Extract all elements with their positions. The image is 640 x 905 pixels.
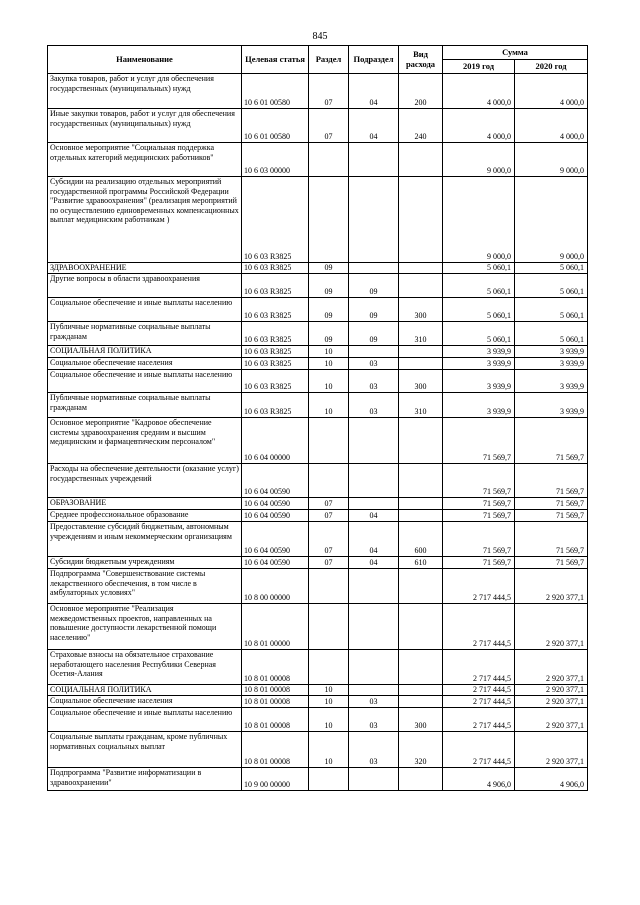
cell-expense-type	[399, 768, 443, 791]
cell-name: СОЦИАЛЬНАЯ ПОЛИТИКА	[48, 685, 242, 696]
cell-sum-2020: 5 060,1	[515, 322, 588, 346]
cell-sum-2020: 9 000,0	[515, 177, 588, 263]
cell-section: 10	[309, 685, 349, 696]
cell-sum-2019: 9 000,0	[443, 177, 515, 263]
cell-sum-2020: 71 569,7	[515, 522, 588, 557]
cell-name: Социальное обеспечение населения	[48, 696, 242, 708]
table-row	[48, 298, 588, 322]
table-row	[48, 732, 588, 768]
cell-expense-type: 240	[399, 109, 443, 143]
cell-subsection	[349, 768, 399, 791]
cell-expense-type: 600	[399, 522, 443, 557]
cell-subsection: 04	[349, 522, 399, 557]
cell-subsection: 03	[349, 732, 399, 768]
cell-sum-2019: 4 000,0	[443, 74, 515, 109]
cell-section: 10	[309, 393, 349, 418]
cell-sum-2020: 2 920 377,1	[515, 569, 588, 604]
table-row	[48, 177, 588, 263]
cell-sum-2019: 71 569,7	[443, 522, 515, 557]
cell-name: Социальное обеспечение и иные выплаты населению	[48, 370, 242, 393]
cell-target-article: 10 6 03 00000	[242, 143, 309, 177]
cell-section	[309, 604, 349, 650]
cell-sum-2019: 4 906,0	[443, 768, 515, 791]
cell-expense-type	[399, 464, 443, 498]
cell-subsection: 03	[349, 370, 399, 393]
cell-sum-2019: 9 000,0	[443, 143, 515, 177]
cell-sum-2019: 5 060,1	[443, 322, 515, 346]
table-row	[48, 510, 588, 522]
cell-subsection	[349, 685, 399, 696]
cell-subsection: 04	[349, 74, 399, 109]
cell-target-article: 10 8 01 00008	[242, 732, 309, 768]
cell-name: Предоставление субсидий бюджетным, автономным учреждениям и иным некоммерческим организациям	[48, 522, 242, 557]
cell-subsection	[349, 498, 399, 510]
cell-name: Расходы на обеспечение деятельности (оказание услуг) государственных учреждений	[48, 464, 242, 498]
cell-expense-type	[399, 604, 443, 650]
cell-subsection: 04	[349, 510, 399, 522]
cell-section: 07	[309, 510, 349, 522]
cell-section: 10	[309, 732, 349, 768]
cell-target-article: 10 8 01 00008	[242, 696, 309, 708]
cell-sum-2019: 3 939,9	[443, 393, 515, 418]
table-row	[48, 263, 588, 274]
cell-name: ОБРАЗОВАНИЕ	[48, 498, 242, 510]
header-year-2020: 2020 год	[515, 60, 588, 74]
cell-sum-2020: 71 569,7	[515, 510, 588, 522]
cell-sum-2020: 4 000,0	[515, 74, 588, 109]
cell-expense-type	[399, 274, 443, 298]
cell-name: Социальное обеспечение и иные выплаты населению	[48, 708, 242, 732]
cell-sum-2020: 3 939,9	[515, 370, 588, 393]
cell-sum-2020: 4 906,0	[515, 768, 588, 791]
cell-name: Социальное обеспечение и иные выплаты населению	[48, 298, 242, 322]
cell-target-article: 10 6 03 R3825	[242, 346, 309, 358]
header-sum: Сумма	[443, 46, 588, 60]
budget-table	[47, 45, 588, 791]
cell-name: ЗДРАВООХРАНЕНИЕ	[48, 263, 242, 274]
cell-section: 10	[309, 370, 349, 393]
cell-sum-2020: 2 920 377,1	[515, 685, 588, 696]
cell-section: 10	[309, 346, 349, 358]
cell-name: Субсидии бюджетным учреждениям	[48, 557, 242, 569]
cell-sum-2019: 71 569,7	[443, 418, 515, 464]
cell-section	[309, 143, 349, 177]
cell-name: Публичные нормативные социальные выплаты гражданам	[48, 393, 242, 418]
cell-subsection: 03	[349, 358, 399, 370]
cell-section: 07	[309, 74, 349, 109]
cell-sum-2019: 3 939,9	[443, 358, 515, 370]
table-row	[48, 604, 588, 650]
cell-subsection	[349, 263, 399, 274]
cell-sum-2020: 3 939,9	[515, 346, 588, 358]
cell-subsection	[349, 177, 399, 263]
page-number: 845	[312, 31, 328, 42]
cell-name: Основное мероприятие "Реализация межведомственных проектов, направленных на повышение доступности лекарственной помощи населению"	[48, 604, 242, 650]
cell-sum-2020: 71 569,7	[515, 498, 588, 510]
table-row	[48, 768, 588, 791]
cell-sum-2020: 5 060,1	[515, 263, 588, 274]
header-expense-type: Вид расхода	[399, 46, 443, 74]
table-body	[48, 74, 588, 791]
cell-section: 07	[309, 522, 349, 557]
cell-subsection	[349, 346, 399, 358]
cell-target-article: 10 8 01 00008	[242, 685, 309, 696]
cell-expense-type: 310	[399, 393, 443, 418]
cell-target-article: 10 8 00 00000	[242, 569, 309, 604]
table-row	[48, 143, 588, 177]
cell-target-article: 10 6 04 00590	[242, 498, 309, 510]
cell-section: 07	[309, 109, 349, 143]
cell-sum-2019: 4 000,0	[443, 109, 515, 143]
cell-sum-2020: 5 060,1	[515, 274, 588, 298]
cell-sum-2019: 5 060,1	[443, 263, 515, 274]
cell-name: Социальное обеспечение населения	[48, 358, 242, 370]
cell-sum-2020: 2 920 377,1	[515, 604, 588, 650]
cell-target-article: 10 6 04 00590	[242, 522, 309, 557]
cell-section: 09	[309, 298, 349, 322]
table-row	[48, 569, 588, 604]
table-header	[48, 46, 588, 74]
table-row	[48, 346, 588, 358]
cell-expense-type	[399, 498, 443, 510]
cell-sum-2020: 2 920 377,1	[515, 696, 588, 708]
cell-target-article: 10 6 04 00590	[242, 464, 309, 498]
cell-name: Другие вопросы в области здравоохранения	[48, 274, 242, 298]
header-code: Целевая статья	[242, 46, 309, 74]
cell-sum-2019: 2 717 444,5	[443, 569, 515, 604]
cell-subsection	[349, 650, 399, 685]
cell-target-article: 10 6 03 R3825	[242, 274, 309, 298]
cell-target-article: 10 8 01 00008	[242, 708, 309, 732]
cell-name: Субсидии на реализацию отдельных мероприятий государственной программы Российской Федерации "Развитие здравоохранения" (реализация мероприятий по осуществлению единовременных компенсационных выплат медицинским работникам )	[48, 177, 242, 263]
cell-subsection: 04	[349, 557, 399, 569]
cell-target-article: 10 6 01 00580	[242, 109, 309, 143]
cell-expense-type: 300	[399, 708, 443, 732]
cell-target-article: 10 6 03 R3825	[242, 177, 309, 263]
cell-section: 09	[309, 322, 349, 346]
cell-sum-2020: 71 569,7	[515, 464, 588, 498]
cell-target-article: 10 6 04 00590	[242, 557, 309, 569]
cell-sum-2019: 2 717 444,5	[443, 732, 515, 768]
table-row	[48, 498, 588, 510]
cell-subsection	[349, 143, 399, 177]
cell-expense-type: 310	[399, 322, 443, 346]
cell-expense-type	[399, 650, 443, 685]
table-row	[48, 274, 588, 298]
cell-subsection: 09	[349, 298, 399, 322]
cell-sum-2020: 3 939,9	[515, 393, 588, 418]
cell-target-article: 10 9 00 00000	[242, 768, 309, 791]
table-row	[48, 74, 588, 109]
cell-target-article: 10 6 04 00000	[242, 418, 309, 464]
cell-name: Страховые взносы на обязательное страхование неработающего населения Республики Северная Осетия-Алания	[48, 650, 242, 685]
cell-section: 09	[309, 274, 349, 298]
cell-expense-type: 300	[399, 370, 443, 393]
table-row	[48, 418, 588, 464]
cell-sum-2020: 9 000,0	[515, 143, 588, 177]
cell-sum-2020: 5 060,1	[515, 298, 588, 322]
cell-expense-type	[399, 696, 443, 708]
cell-sum-2020: 3 939,9	[515, 358, 588, 370]
table-row	[48, 370, 588, 393]
cell-expense-type	[399, 358, 443, 370]
cell-target-article: 10 6 03 R3825	[242, 298, 309, 322]
cell-expense-type	[399, 685, 443, 696]
cell-subsection: 03	[349, 708, 399, 732]
cell-section	[309, 464, 349, 498]
cell-sum-2019: 2 717 444,5	[443, 708, 515, 732]
cell-name: Основное мероприятие "Социальная поддержка отдельных категорий медицинских работников"	[48, 143, 242, 177]
table-row	[48, 358, 588, 370]
cell-section	[309, 418, 349, 464]
cell-name: Публичные нормативные социальные выплаты гражданам	[48, 322, 242, 346]
cell-expense-type	[399, 143, 443, 177]
cell-sum-2019: 71 569,7	[443, 464, 515, 498]
cell-name: СОЦИАЛЬНАЯ ПОЛИТИКА	[48, 346, 242, 358]
cell-target-article: 10 8 01 00000	[242, 604, 309, 650]
cell-expense-type	[399, 569, 443, 604]
cell-section	[309, 768, 349, 791]
header-year-2019: 2019 год	[443, 60, 515, 74]
cell-sum-2019: 3 939,9	[443, 346, 515, 358]
cell-sum-2020: 4 000,0	[515, 109, 588, 143]
cell-target-article: 10 6 03 R3825	[242, 322, 309, 346]
cell-name: Социальные выплаты гражданам, кроме публичных нормативных социальных выплат	[48, 732, 242, 768]
header-subsection: Подраздел	[349, 46, 399, 74]
cell-name: Среднее профессиональное образование	[48, 510, 242, 522]
cell-target-article: 10 6 03 R3825	[242, 370, 309, 393]
cell-target-article: 10 6 01 00580	[242, 74, 309, 109]
cell-subsection	[349, 418, 399, 464]
header-section: Раздел	[309, 46, 349, 74]
cell-section: 07	[309, 498, 349, 510]
cell-subsection: 04	[349, 109, 399, 143]
cell-subsection: 09	[349, 274, 399, 298]
cell-sum-2019: 71 569,7	[443, 498, 515, 510]
cell-expense-type	[399, 510, 443, 522]
cell-sum-2019: 2 717 444,5	[443, 650, 515, 685]
cell-subsection	[349, 569, 399, 604]
table-row	[48, 464, 588, 498]
cell-sum-2020: 2 920 377,1	[515, 708, 588, 732]
cell-sum-2020: 2 920 377,1	[515, 732, 588, 768]
cell-expense-type: 300	[399, 298, 443, 322]
table-row	[48, 696, 588, 708]
cell-expense-type	[399, 346, 443, 358]
cell-subsection	[349, 604, 399, 650]
cell-target-article: 10 6 03 R3825	[242, 263, 309, 274]
cell-name: Подпрограмма "Развитие информатизации в здравоохранении"	[48, 768, 242, 791]
cell-expense-type: 610	[399, 557, 443, 569]
cell-target-article: 10 8 01 00008	[242, 650, 309, 685]
cell-name: Подпрограмма "Совершенствование системы лекарственного обеспечения, в том числе в амбулаторных условиях"	[48, 569, 242, 604]
cell-name: Иные закупки товаров, работ и услуг для обеспечения государственных (муниципальных) нужд	[48, 109, 242, 143]
cell-section: 10	[309, 708, 349, 732]
table-row	[48, 393, 588, 418]
cell-name: Основное мероприятие "Кадровое обеспечение системы здравоохранения средним и высшим медицинским и фармацевтическим персоналом"	[48, 418, 242, 464]
cell-subsection: 03	[349, 696, 399, 708]
cell-sum-2019: 2 717 444,5	[443, 696, 515, 708]
table-row	[48, 685, 588, 696]
cell-expense-type: 320	[399, 732, 443, 768]
cell-section	[309, 569, 349, 604]
cell-target-article: 10 6 04 00590	[242, 510, 309, 522]
cell-sum-2019: 5 060,1	[443, 274, 515, 298]
cell-section	[309, 177, 349, 263]
table-row	[48, 708, 588, 732]
cell-sum-2019: 3 939,9	[443, 370, 515, 393]
cell-sum-2019: 71 569,7	[443, 557, 515, 569]
cell-sum-2020: 2 920 377,1	[515, 650, 588, 685]
table-row	[48, 557, 588, 569]
cell-sum-2019: 2 717 444,5	[443, 604, 515, 650]
cell-section: 10	[309, 358, 349, 370]
table-row	[48, 522, 588, 557]
cell-target-article: 10 6 03 R3825	[242, 358, 309, 370]
table-row	[48, 109, 588, 143]
cell-target-article: 10 6 03 R3825	[242, 393, 309, 418]
table-row	[48, 322, 588, 346]
cell-name: Закупка товаров, работ и услуг для обеспечения государственных (муниципальных) нужд	[48, 74, 242, 109]
cell-section: 07	[309, 557, 349, 569]
cell-section: 10	[309, 696, 349, 708]
cell-expense-type	[399, 177, 443, 263]
cell-sum-2019: 5 060,1	[443, 298, 515, 322]
cell-expense-type	[399, 418, 443, 464]
cell-subsection: 09	[349, 322, 399, 346]
header-name: Наименование	[48, 46, 242, 74]
cell-section	[309, 650, 349, 685]
table-row	[48, 650, 588, 685]
cell-subsection: 03	[349, 393, 399, 418]
cell-section: 09	[309, 263, 349, 274]
cell-expense-type: 200	[399, 74, 443, 109]
cell-subsection	[349, 464, 399, 498]
cell-sum-2020: 71 569,7	[515, 418, 588, 464]
cell-sum-2019: 2 717 444,5	[443, 685, 515, 696]
cell-sum-2019: 71 569,7	[443, 510, 515, 522]
cell-expense-type	[399, 263, 443, 274]
cell-sum-2020: 71 569,7	[515, 557, 588, 569]
